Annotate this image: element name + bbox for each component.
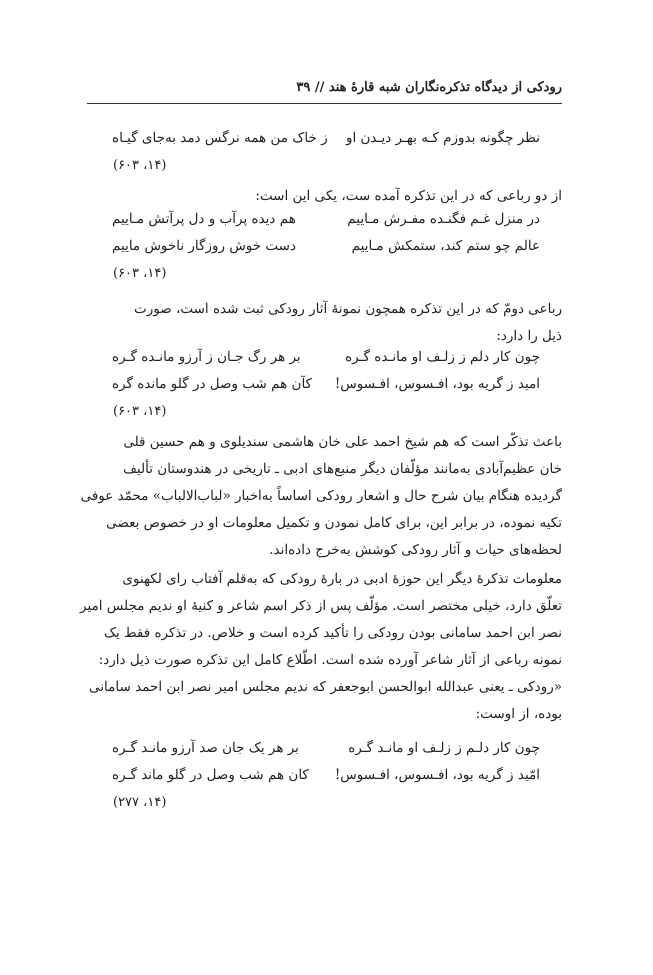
verse-hemistich: عالم چو ستم کند، ستمکش مـاییم: [351, 238, 540, 254]
paragraph-line: گردیده هنگام بیان شرح حال و اشعار رودکی اساساً به‌اخبار «لباب‌الالباب» محمّد عوفی: [80, 488, 562, 504]
paragraph-line: تعلّق دارد، خیلی مختصر است. مؤلّف پس از ذکر اسم شاعر و کنیهٔ او ندیم مجلس امیر: [80, 598, 562, 614]
paragraph-line: تکیه نموده، در برابر این، برای کامل نمودن و تکمیل معلومات او در خصوص بعضی: [106, 515, 562, 531]
paragraph-line: نمونه رباعی از آثار شاعر آورده شده است. اطّلاع کامل این تذکره صورت ذیل دارد:: [98, 652, 562, 668]
verse-line: [112, 767, 540, 794]
paragraph-line: «رودکی ـ یعنی عبدالله ابوالحسن ابوجعفر که ندیم مجلس امیر نصر ابن احمد سامانی: [89, 679, 562, 695]
paragraph-line: خان عظیم‌آبادی به‌مانند مؤلّفان دیگر منبع‌های ادبی ـ تاریخی در هندوستان تألیف: [122, 461, 562, 477]
verse-hemistich: دست خوش روزگار ناخوش ماییم: [112, 238, 296, 254]
verse-hemistich: چون کار دلم ز زلـف او مانـده گـره: [345, 349, 540, 365]
paragraph: [87, 296, 562, 350]
verse-hemistich: ز خاک من همه نرگس دمد به‌جای گیـاه: [112, 130, 328, 146]
verse-hemistich: امّید ز گریه بود، افـسوس، افـسوس!: [334, 767, 540, 783]
verse-hemistich: هم دیده پرآب و دل پرآتش مـاییم: [112, 211, 296, 227]
citation: (۱۴، ۶۰۳): [113, 158, 167, 173]
header-title: رودکی از دیدگاه تذکره‌نگاران شبه قارهٔ هند // ۳۹: [296, 80, 562, 95]
citation: (۱۴، ۲۷۷): [113, 795, 167, 810]
paragraph: [80, 566, 562, 728]
paragraph-line: لحظه‌های حیات و آثار رودکی کوشش به‌خرج داده‌اند.: [269, 542, 562, 558]
verse-line: [112, 130, 540, 157]
verse-line: [112, 740, 540, 767]
header-rule: [87, 103, 562, 104]
paragraph-line: از دو رباعی که در این تذکره آمده ست، یکی این است:: [255, 188, 562, 204]
paragraph-line: رباعی دومّ که در این تذکره همچون نمونهٔ آثار رودکی ثبت شده است، صورت: [134, 301, 562, 317]
citation: (۱۴، ۶۰۳): [113, 404, 167, 419]
verse-line: [112, 349, 540, 376]
verse-hemistich: بر هر رگ جـان ز آرزو مانـده گـره: [112, 349, 301, 365]
verse-line: [112, 211, 540, 238]
paragraph-line: نصر ابن احمد سامانی بودن رودکی را تأکید کرده است و خلاص. در تذکره فقط یک: [103, 625, 562, 641]
running-header: [87, 80, 562, 106]
verse-line: [112, 376, 540, 403]
citation: (۱۴، ۶۰۳): [113, 266, 167, 281]
verse-hemistich: نظر چگونه بدوزم کـه بهـر دیـدن او: [345, 130, 540, 146]
verse-line: [112, 238, 540, 265]
paragraph-line: بوده، از اوست:: [475, 706, 562, 722]
paragraph-line: معلومات تذکرهٔ دیگر این حوزهٔ ادبی در بارهٔ رودکی که به‌قلم آفتاب رای لکهنوی: [122, 571, 562, 587]
paragraph-line: باعث تذکّر است که هم شیخ احمد علی خان هاشمی سندیلوی و هم حسین قلی: [123, 434, 562, 450]
verse-hemistich: در منزل غـم فگنـده مفـرش مـاییم: [347, 211, 540, 227]
verse-hemistich: امید ز گریه بود، افـسوس، افـسوس!: [334, 376, 540, 392]
verse-hemistich: کآن هم شب وصل در گلو مانده گره: [112, 376, 312, 392]
paragraph: [87, 183, 562, 210]
paragraph-line: ذیل را دارد:: [496, 328, 562, 344]
verse-hemistich: بر هر یک جان صد آرزو مانـد گـره: [112, 740, 299, 756]
paragraph: [80, 429, 562, 564]
verse-hemistich: چون کار دلـم ز زلـف او مانـد گـره: [348, 740, 540, 756]
verse-hemistich: کان هم شب وصل در گلو ماند گـره: [112, 767, 309, 783]
